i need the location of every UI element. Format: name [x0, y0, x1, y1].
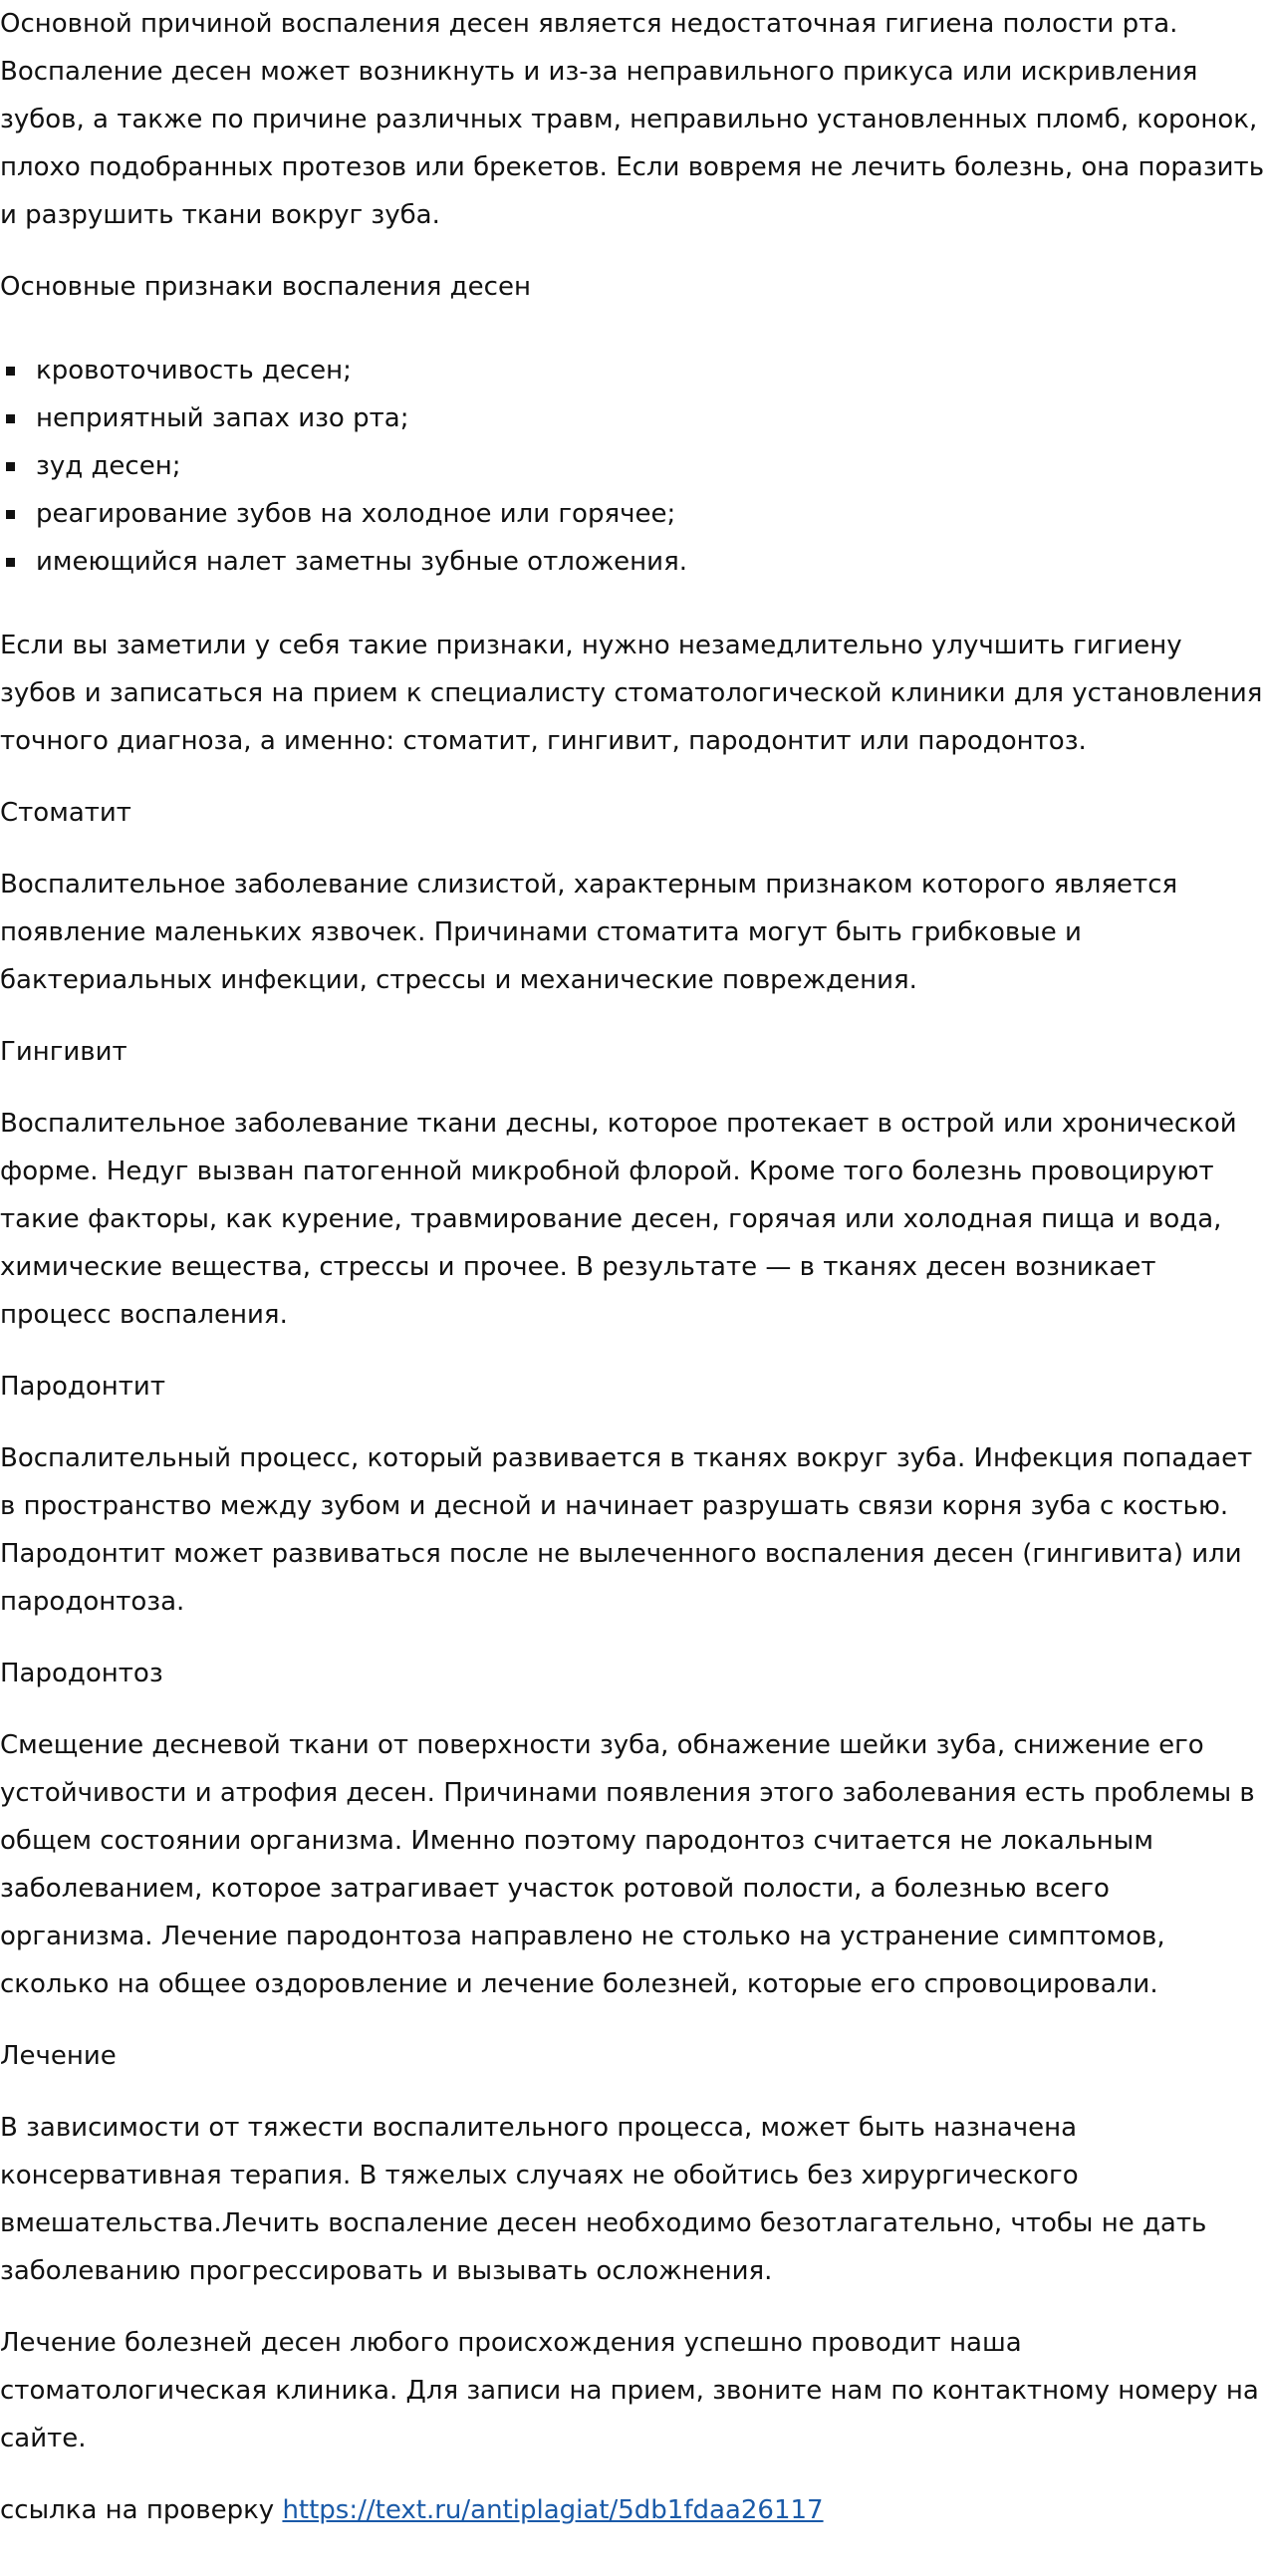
list-item: имеющийся налет заметны зубные отложения.: [0, 538, 1265, 586]
list-item: реагирование зубов на холодное или горячее;: [0, 490, 1265, 538]
section-text-stomatitis: Воспалительное заболевание слизистой, характерным признаком которого является появление маленьких язвочек. Причинами стоматита могут быть грибковые и бактериальных инфекции, стрессы и механические повреждения.: [0, 870, 1178, 995]
closing-paragraph: Лечение болезней десен любого происхождения успешно проводит наша стоматологическая клиника. Для записи на прием, звоните нам по контактному номеру на сайте.: [0, 2328, 1259, 2453]
section-heading-periodontosis: Пародонтоз: [0, 1659, 163, 1688]
list-item: кровоточивость десен;: [0, 347, 1265, 394]
section-text-gingivitis: Воспалительное заболевание ткани десны, которое протекает в острой или хронической форме. Недуг вызван патогенной микробной флорой. Кроме того болезнь провоцируют такие факторы, как курение, травмирование десен, горячая или холодная пища и вода, химические вещества, стрессы и прочее. В результате — в тканях десен возникает процесс воспаления.: [0, 1109, 1237, 1330]
section-text-treatment: В зависимости от тяжести воспалительного процесса, может быть назначена консервативная терапия. В тяжелых случаях не обойтись без хирургического вмешательства.Лечить воспаление десен необходимо безотлагательно, чтобы не дать заболеванию прогрессировать и вызывать осложнения.: [0, 2113, 1207, 2286]
list-item: неприятный запах изо рта;: [0, 394, 1265, 442]
check-link-line: [0, 2486, 1265, 2534]
advice-paragraph: Если вы заметили у себя такие признаки, нужно незамедлительно улучшить гигиену зубов и записаться на прием к специалисту стоматологической клиники для установления точного диагноза, а именно: стоматит, гингивит, пародонтит или пародонтоз.: [0, 631, 1263, 756]
check-link[interactable]: https://text.ru/antiplagiat/5db1fdaa26117: [282, 2495, 824, 2525]
intro-paragraph: Основной причиной воспаления десен является недостаточная гигиена полости рта. Воспаление десен может возникнуть и из-за неправильного прикуса или искривления зубов, а также по причине различных травм, неправильно установленных пломб, коронок, плохо подобранных протезов или брекетов. Если вовремя не лечить болезнь, она поразить и разрушить ткани вокруг зуба.: [0, 9, 1265, 230]
list-item: зуд десен;: [0, 442, 1265, 490]
check-link-label: ссылка на проверку: [0, 2495, 275, 2525]
section-heading-stomatitis: Стоматит: [0, 798, 131, 828]
section-text-periodontitis: Воспалительный процесс, который развивается в тканях вокруг зуба. Инфекция попадает в пространство между зубом и десной и начинает разрушать связи корня зуба с костью. Пародонтит может развиваться после не вылеченного воспаления десен (гингивита) или пародонтоза.: [0, 1443, 1253, 1617]
signs-heading: Основные признаки воспаления десен: [0, 272, 531, 302]
section-heading-periodontitis: Пародонтит: [0, 1372, 165, 1402]
section-heading-gingivitis: Гингивит: [0, 1037, 127, 1067]
signs-list: [0, 347, 1265, 586]
section-heading-treatment: Лечение: [0, 2041, 117, 2071]
section-text-periodontosis: Смещение десневой ткани от поверхности зуба, обнажение шейки зуба, снижение его устойчивости и атрофия десен. Причинами появления этого заболевания есть проблемы в общем состоянии организма. Именно поэтому пародонтоз считается не локальным заболеванием, которое затрагивает участок ротовой полости, а болезнью всего организма. Лечение пародонтоза направлено не столько на устранение симптомов, сколько на общее оздоровление и лечение болезней, которые его спровоцировали.: [0, 1730, 1255, 1999]
